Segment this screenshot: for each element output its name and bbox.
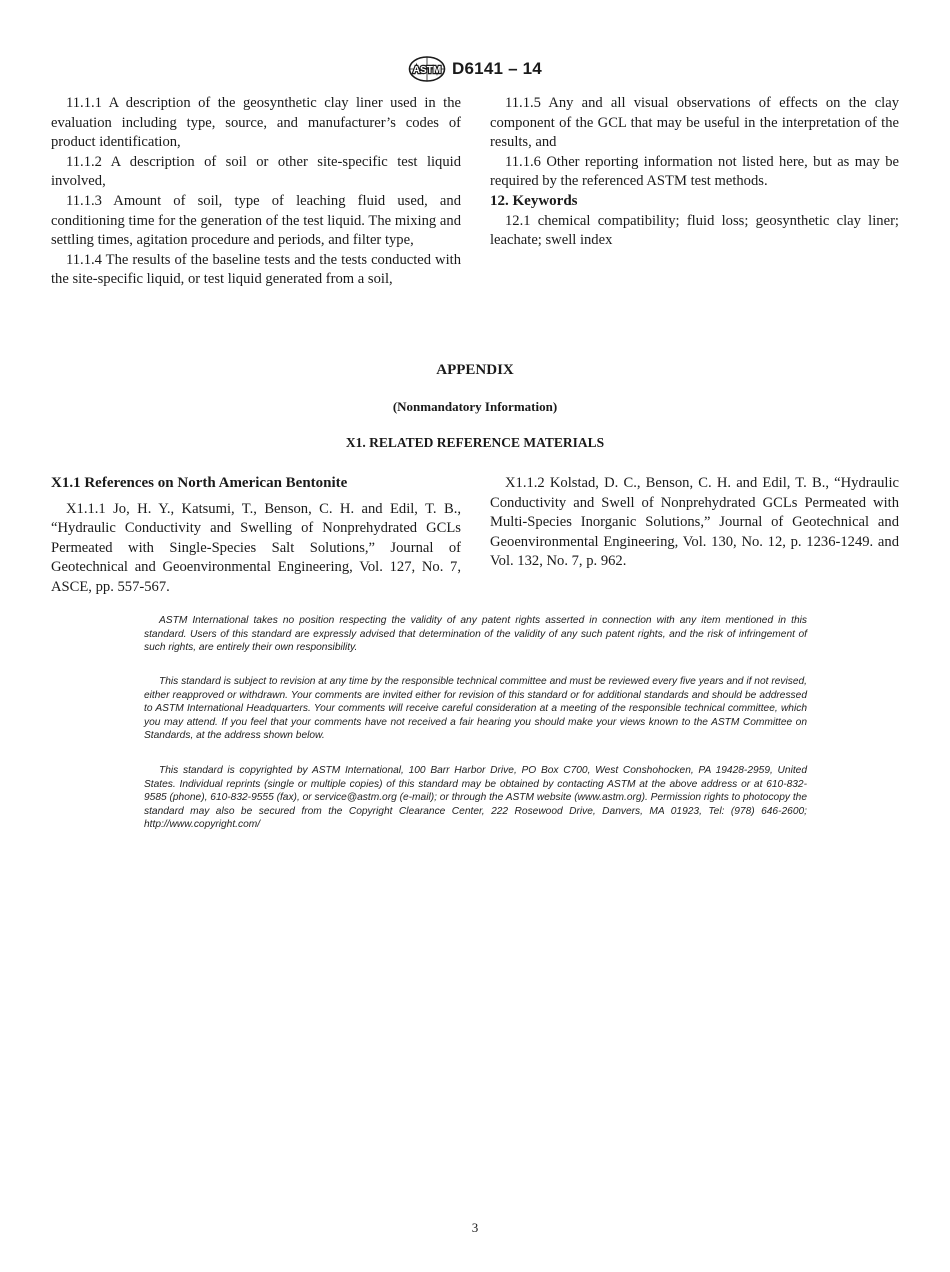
right-column-top	[490, 94, 899, 251]
appendix-title: APPENDIX	[436, 362, 514, 378]
copyright-notice	[144, 764, 807, 832]
references-heading: X1.1 References on North American Bentonite	[51, 475, 348, 491]
left-column-references	[51, 474, 461, 598]
keywords-text: 12.1 chemical compatibility; fluid loss; geosynthetic clay liner; leachate; swell index	[490, 212, 899, 249]
page-number: 3	[471, 1220, 479, 1235]
revision-notice	[144, 675, 807, 743]
appendix-section-title: X1. RELATED REFERENCE MATERIALS	[345, 435, 605, 450]
standard-designation: D6141 – 14	[452, 59, 542, 78]
revision-notice-text: This standard is subject to revision at any time by the responsible technical committee and must be reviewed every five years and if not revised, either reapproved or withdrawn. Your comments are invited either for revision of this standard or for additional standards and should be addressed to ASTM International Headquarters. Your comments will receive careful consideration at a meeting of the responsible technical committee, which you may attend. If you feel that your comments have not received a fair hearing you should make your views known to the ASTM Committee on Standards, at the address shown below.	[144, 676, 807, 742]
paragraph-11-1-2: 11.1.2 A description of soil or other site-specific test liquid involved,	[51, 153, 461, 190]
logo-text: ASTM	[412, 65, 442, 76]
right-column-references	[490, 474, 899, 572]
reference-x1-1-2: X1.1.2 Kolstad, D. C., Benson, C. H. and Edil, T. B., “Hydraulic Conductivity and Swell of Nonprehydrated GCLs Permeated with Multi-Species Inorganic Solutions,” Journal of Geotechnical and Geoenvironmental Engineering, Vol. 130, No. 12, p. 1236-1249. and Vol. 132, No. 7, p. 962.	[490, 475, 899, 570]
astm-logo-icon	[408, 56, 446, 82]
patent-notice-text: ASTM International takes no position respecting the validity of any patent rights asserted in connection with any item mentioned in this standard. Users of this standard are expressly advised that determination of the validity of any such patent rights, and the risk of infringement of such rights, are entirely their own responsibility.	[144, 615, 807, 654]
paragraph-11-1-3: 11.1.3 Amount of soil, type of leaching fluid used, and conditioning time for the generation of the test liquid. The mixing and settling times, agitation procedure and periods, and filter type,	[51, 192, 461, 249]
keywords-heading: 12. Keywords	[490, 192, 578, 209]
paragraph-11-1-4: 11.1.4 The results of the baseline tests and the tests conducted with the site-specific liquid, or test liquid generated from a soil,	[51, 251, 461, 288]
paragraph-11-1-6: 11.1.6 Other reporting information not listed here, but as may be required by the referenced ASTM test methods.	[490, 153, 899, 190]
left-column-top	[51, 94, 461, 290]
paragraph-11-1-1: 11.1.1 A description of the geosynthetic clay liner used in the evaluation including type, source, and manufacturer’s codes of product identification,	[51, 95, 461, 151]
patent-notice	[144, 614, 807, 655]
paragraph-11-1-5: 11.1.5 Any and all visual observations of effects on the clay component of the GCL that may be useful in the interpretation of the results, and	[490, 95, 899, 151]
reference-x1-1-1: X1.1.1 Jo, H. Y., Katsumi, T., Benson, C. H. and Edil, T. B., “Hydraulic Conductivity and Swelling of Nonprehydrated GCLs Permeated with Single-Species Salt Solutions,” Journal of Geotechnical and Geoenvironmental Engineering, Vol. 127, No. 7, ASCE, pp. 557-567.	[51, 500, 461, 595]
copyright-notice-text: This standard is copyrighted by ASTM International, 100 Barr Harbor Drive, PO Box C700, West Conshohocken, PA 19428-2959, United States. Individual reprints (single or multiple copies) of this standard may be obtained by contacting ASTM at the above address or at 610-832-9585 (phone), 610-832-9555 (fax), or service@astm.org (e-mail); or through the ASTM website (www.astm.org). Permission rights to photocopy the standard may also be secured from the Copyright Clearance Center, 222 Rosewood Drive, Danvers, MA 01923, Tel: (978) 646-2600; http://www.copyright.com/	[144, 765, 807, 831]
appendix-subtitle: (Nonmandatory Information)	[392, 399, 558, 414]
page-header	[0, 56, 950, 82]
